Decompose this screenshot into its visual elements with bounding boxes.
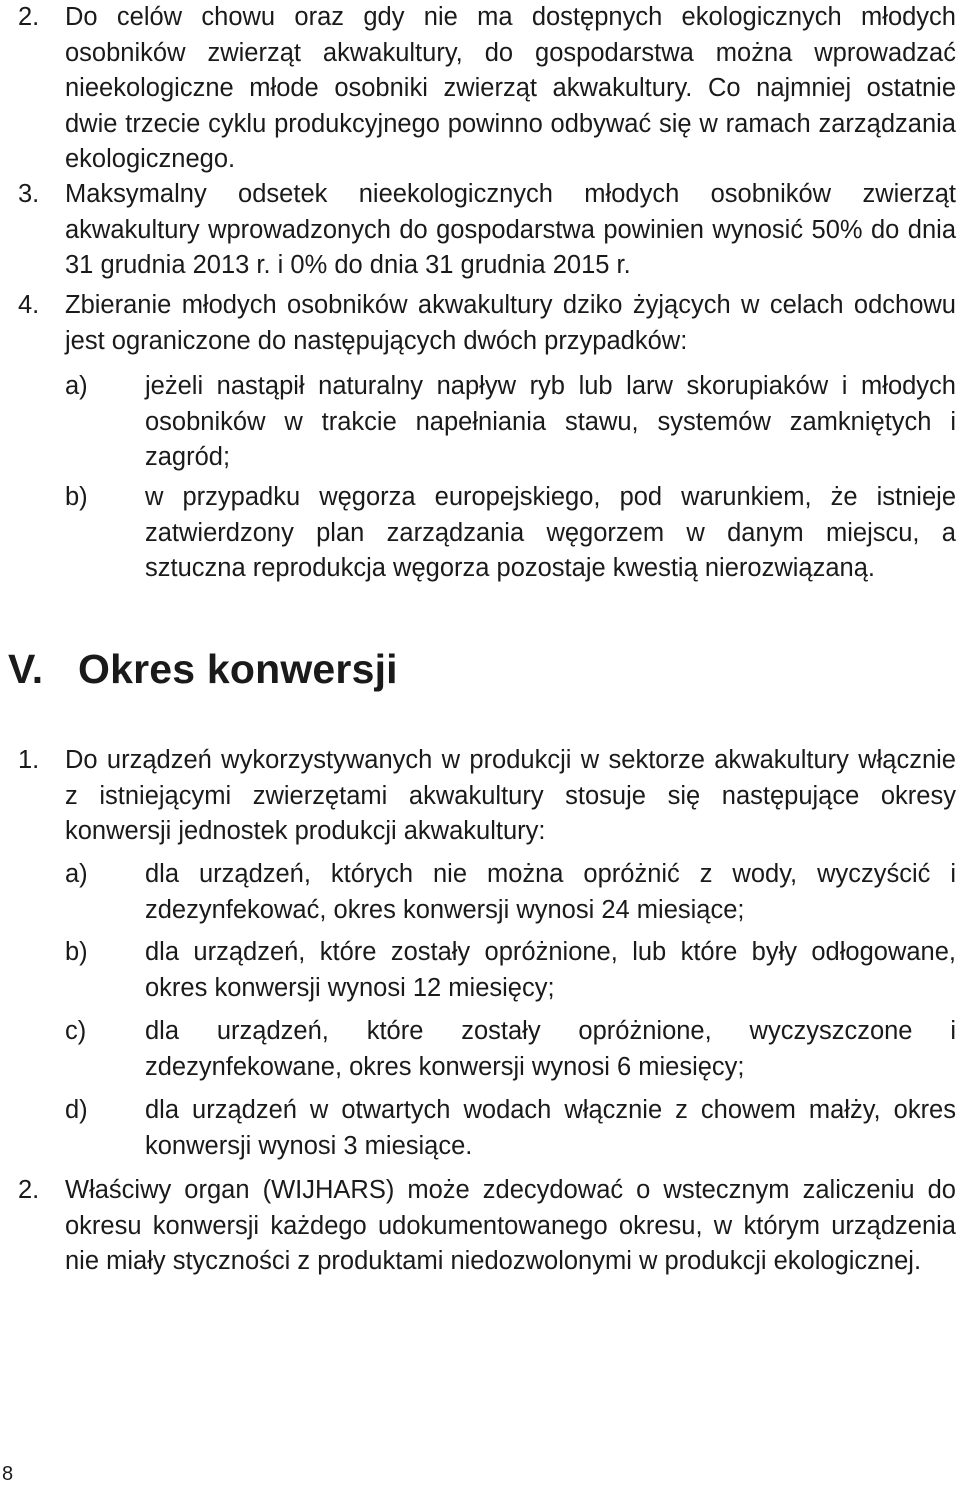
paragraph-item-3 (18, 177, 956, 284)
list-item-1a (65, 857, 956, 928)
item-text: dla urządzeń w otwartych wodach włącznie z chowem małży, okres konwersji wynosi 3 miesiące. (145, 1096, 956, 1160)
list-item-1d (65, 1093, 956, 1164)
item-letter: b) (65, 483, 88, 511)
section-title: Okres konwersji (78, 646, 398, 692)
item-text: jeżeli nastąpił naturalny napływ ryb lub larw skorupiaków i młodych osobników w trakcie napełniania stawu, systemów zamkniętych i zagród; (145, 372, 956, 471)
page-number: 8 (2, 1463, 14, 1485)
item-letter: a) (65, 372, 88, 400)
list-item-4a (65, 369, 956, 476)
paragraph-item-2 (18, 0, 956, 178)
item-text: Do celów chowu oraz gdy nie ma dostępnych ekologicznych młodych osobników zwierząt akwakultury, do gospodarstwa można wprowadzać nieekologiczne młode osobniki zwierząt akwakultury. Co najmniej ostatnie dwie trzecie cyklu produkcyjnego powinno odbywać się w ramach zarządzania ekologicznego. (65, 3, 956, 173)
item-number: 2. (18, 3, 40, 31)
list-item-1c (65, 1014, 956, 1085)
paragraph-item-4 (18, 288, 956, 359)
item-number: 2. (18, 1176, 40, 1204)
item-text: dla urządzeń, które zostały opróżnione, wyczyszczone i zdezynfekowane, okres konwersji wynosi 6 miesięcy; (145, 1017, 956, 1081)
paragraph-item-1 (18, 743, 956, 850)
list-item-4b (65, 480, 956, 587)
item-letter: c) (65, 1017, 87, 1045)
paragraph-item-2-section-v (18, 1173, 956, 1280)
item-letter: a) (65, 860, 88, 888)
item-number: 3. (18, 180, 40, 208)
item-number: 1. (18, 746, 40, 774)
section-heading (8, 646, 398, 692)
item-letter: b) (65, 938, 88, 966)
item-text: w przypadku węgorza europejskiego, pod warunkiem, że istnieje zatwierdzony plan zarządzania węgorzem w danym miejscu, a sztuczna reprodukcja węgorza pozostaje kwestią nierozwiązaną. (145, 483, 956, 582)
section-number: V. (8, 646, 44, 692)
item-text: Maksymalny odsetek nieekologicznych młodych osobników zwierząt akwakultury wprowadzonych do gospodarstwa powinien wynosić 50% do dnia 31 grudnia 2013 r. i 0% do dnia 31 grudnia 2015 r. (65, 180, 956, 279)
item-text: Właściwy organ (WIJHARS) może zdecydować o wstecznym zaliczeniu do okresu konwersji każdego udokumentowanego okresu, w którym urządzenia nie miały styczności z produktami niedozwolonymi w produkcji ekologicznej. (65, 1176, 956, 1275)
item-number: 4. (18, 291, 40, 319)
item-text: dla urządzeń, które zostały opróżnione, lub które były odłogowane, okres konwersji wynosi 12 miesięcy; (145, 938, 956, 1002)
item-text: dla urządzeń, których nie można opróżnić z wody, wyczyścić i zdezynfekować, okres konwersji wynosi 24 miesiące; (145, 860, 956, 924)
item-text: Do urządzeń wykorzystywanych w produkcji w sektorze akwakultury włącznie z istniejącymi zwierzętami akwakultury stosuje się następujące okresy konwersji jednostek produkcji akwakultury: (65, 746, 956, 845)
item-letter: d) (65, 1096, 88, 1124)
list-item-1b (65, 935, 956, 1006)
item-text: Zbieranie młodych osobników akwakultury dziko żyjących w celach odchowu jest ograniczone do następujących dwóch przypadków: (65, 291, 956, 355)
